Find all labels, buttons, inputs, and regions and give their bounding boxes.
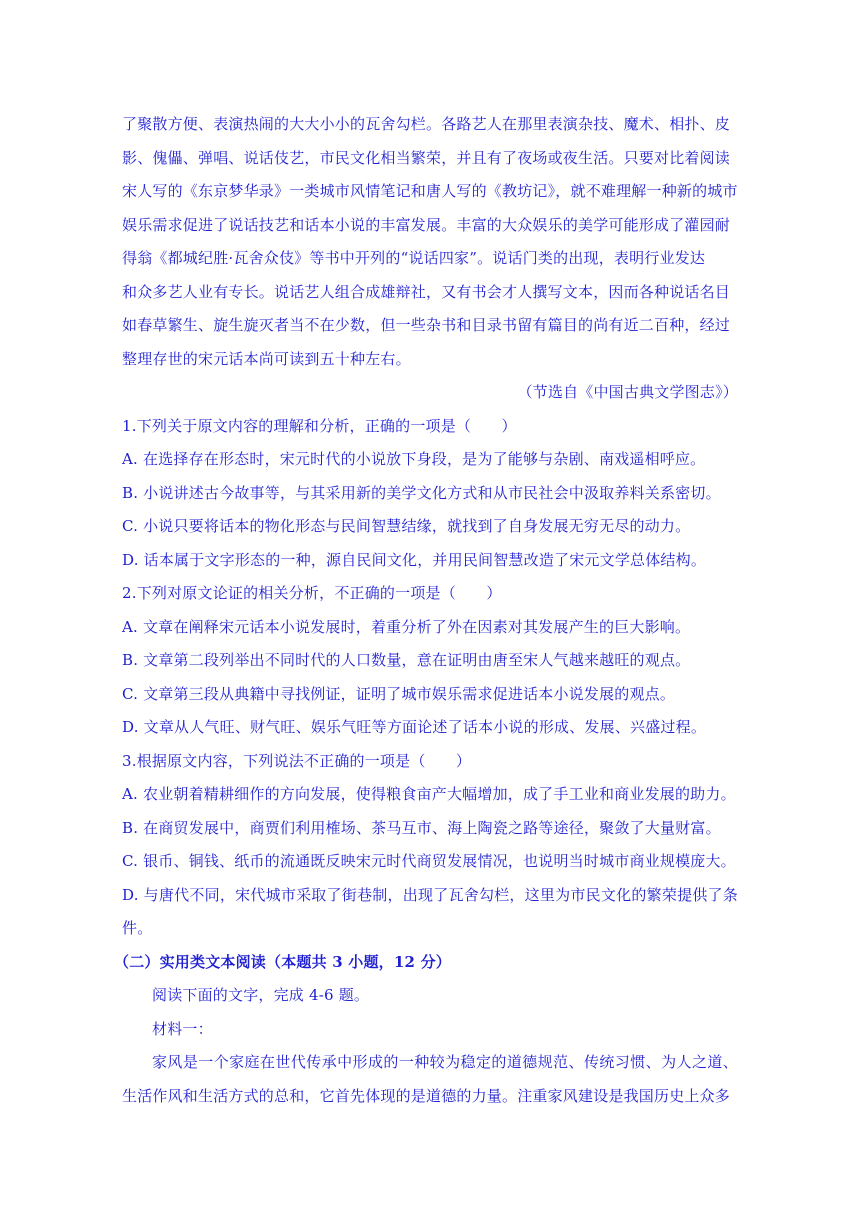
question-3-stem: 3.根据原文内容，下列说法不正确的一项是（ ）	[122, 751, 472, 770]
question-2-option-a: A. 文章在阐释宋元话本小说发展时，着重分析了外在因素对其发展产生的巨大影响。	[122, 617, 691, 636]
passage-source: （节选自《中国古典文学图志》）	[517, 383, 738, 401]
question-2-option-d: D. 文章从人气旺、财气旺、娱乐气旺等方面论述了话本小说的形成、发展、兴盛过程。	[122, 718, 707, 736]
question-2-option-b: B. 文章第二段列举出不同时代的人口数量，意在证明由唐至宋人气越来越旺的观点。	[122, 651, 691, 669]
question-3-option-b: B. 在商贸发展中，商贾们利用榷场、茶马互市、海上陶瓷之路等途径，聚敛了大量财富。	[122, 818, 721, 837]
section-instruction: 阅读下面的文字，完成 4-6 题。	[152, 986, 370, 1004]
question-3-option-a: A. 农业朝着精耕细作的方向发展，使得粮食亩产大幅增加，成了手工业和商业发展的助力。	[122, 785, 736, 803]
question-1-option-a: A. 在选择存在形态时，宋元时代的小说放下身段，是为了能够与杂剧、南戏遥相呼应。	[122, 450, 706, 468]
question-1-option-b: B. 小说讲述古今故事等，与其采用新的美学文化方式和从市民社会中汲取养料关系密切。	[122, 483, 721, 502]
question-1-option-c: C. 小说只要将话本的物化形态与民间智慧结缘，就找到了自身发展无穷无尽的动力。	[122, 517, 691, 535]
material-label: 材料一：	[152, 1019, 213, 1038]
material-paragraph: 家风是一个家庭在世代传承中形成的一种较为稳定的道德规范、传统习惯、为人之道、生活作风和生活方式的总和，它首先体现的是道德的力量。注重家风建设是我国历史上众多	[122, 1053, 738, 1105]
passage-line: 娱乐需求促进了说话技艺和话本小说的丰富发展。丰富的大众娱乐的美学可能形成了灌园耐	[122, 215, 731, 234]
passage-line: 宋人写的《东京梦华录》一类城市风情笔记和唐人写的《教坊记》，就不难理解一种新的城市	[122, 182, 738, 200]
passage-line: 影、傀儡、弹唱、说话伎艺，市民文化相当繁荣，并且有了夜场或夜生活。只要对比着阅读	[122, 148, 731, 167]
question-2-option-c: C. 文章第三段从典籍中寻找例证，证明了城市娱乐需求促进话本小说发展的观点。	[122, 684, 676, 703]
question-3-option-c: C. 银币、铜钱、纸币的流通既反映宋元时代商贸发展情况，也说明当时城市商业规模庞大。	[122, 852, 736, 870]
passage-line: 整理存世的宋元话本尚可读到五十种左右。	[122, 349, 411, 368]
question-2-stem: 2.下列对原文论证的相关分析，不正确的一项是（ ）	[122, 584, 502, 602]
question-1-option-d: D. 话本属于文字形态的一种，源自民间文化，并用民间智慧改造了宋元文学总体结构。	[122, 550, 707, 569]
section-title: （二）实用类文本阅读（本题共 3 小题，12 分）	[114, 952, 451, 971]
question-1-stem: 1.下列关于原文内容的理解和分析，正确的一项是（ ）	[122, 416, 517, 435]
passage-line: 了聚散方便、表演热闹的大大小小的瓦舍勾栏。各路艺人在那里表演杂技、魔术、相扑、皮	[122, 115, 731, 133]
question-3-option-d: D. 与唐代不同，宋代城市采取了街巷制，出现了瓦舍勾栏，这里为市民文化的繁荣提供了条件。	[122, 885, 738, 937]
passage-line: 得翁《都城纪胜·瓦舍众伎》等书中开列的“说话四家”。说话门类的出现，表明行业发达	[122, 249, 706, 267]
passage-line: 如春草繁生、旋生旋灭者当不在少数，但一些杂书和目录书留有篇目的尚有近二百种，经过	[122, 316, 731, 334]
document-page	[114, 108, 738, 1113]
passage-line: 和众多艺人业有专长。说话艺人组合成雄辩社，又有书会才人撰写文本，因而各种说话名目	[122, 282, 731, 301]
